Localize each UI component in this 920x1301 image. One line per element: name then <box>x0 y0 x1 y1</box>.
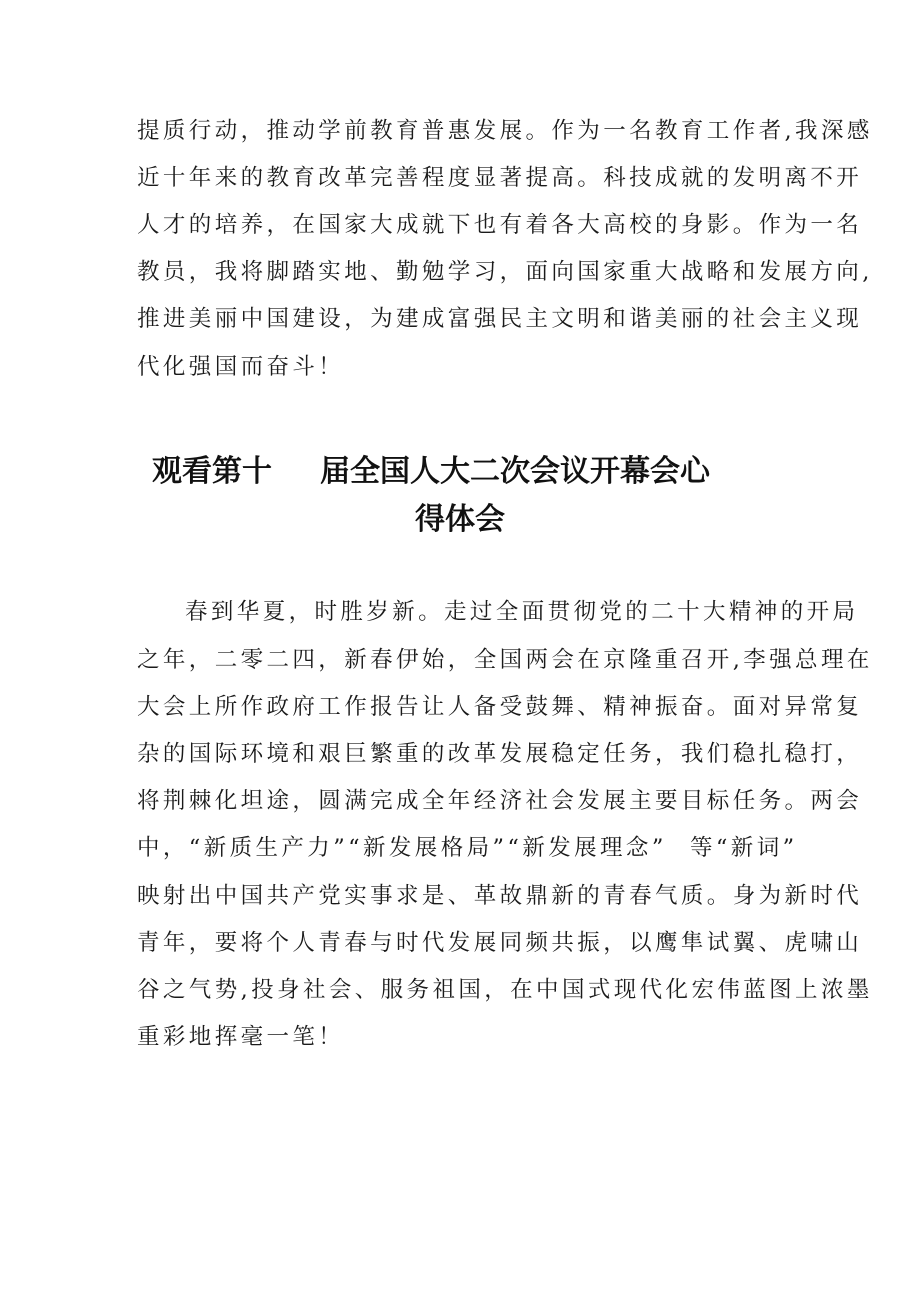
title-line-1-left: 观看第十 <box>152 454 272 489</box>
title-line-1-right: 届全国人大二次会议开幕会心 <box>320 454 710 489</box>
document-page: 提质行动，推动学前教育普惠发展。作为一名教育工作者,我深感 近十年来的教育改革完善程度显著提高。科技成就的发明离不开 人才的培养，在国家大成就下也有着各大高校的身影。作为一名 教员，我将脚踏实地、勤勉学习，面向国家重大战略和发展方向, 推进美丽中国建设，为建成富强民主文明和谐美丽的社会主义现 代化强国而奋斗！ 观看第十 届全国人大二次会议开幕会心 得体会 春到华夏，时胜岁新。走过全面贯彻党的二十大精神的开局 之年，二零二四，新春伊始，全国两会在京隆重召开,李强总理在 大会上所作政府工作报告让人备受鼓舞、精神振奋。面对异常复 杂的国际环境和艰巨繁重的改革发展稳定任务，我们稳扎稳打， 将荆棘化坦途，圆满完成全年经济社会发展主要目标任务。两会 中，“新质生产力”“新发展格局”“新发展理念” 等“新词” 映射出中国共产党实事求是、革故鼎新的青春气质。身为新时代 青年，要将个人青春与时代发展同频共振，以鹰隼试翼、虎啸山 谷之气势,投身社会、服务祖国，在中国式现代化宏伟蓝图上浓墨 重彩地挥毫一笔！ <box>137 118 873 1050</box>
body-line-6-tail: 等“新词” <box>690 835 798 861</box>
